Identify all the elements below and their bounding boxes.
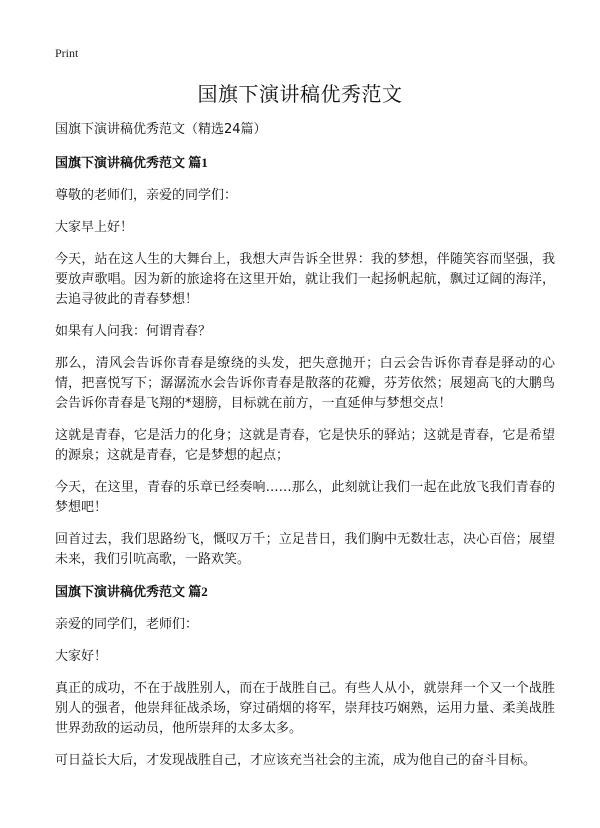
document-title: 国旗下演讲稿优秀范文	[197, 82, 403, 106]
paragraph: 大家好！	[55, 649, 108, 664]
paragraph: 真正的成功，不在于战胜别人，而在于战胜自己。有些人从小，就崇拜一个又一个战胜别人的强者，他崇拜征战杀场，穿过硝烟的将军，崇拜技巧娴熟，运用力量、柔美战胜世界劲敌的运动员，他所崇拜的太多太多。	[55, 681, 555, 736]
paragraph: 可日益长大后，才发现战胜自己，才应该充当社会的主流，成为他自己的奋斗目标。	[55, 753, 537, 768]
paragraph: 那么，清风会告诉你青春是缭绕的头发，把失意抛开；白云会告诉你青春是驿动的心情，把喜悦写下；潺潺流水会告诉你青春是散落的花瓣，芬芳依然；展翅高飞的大鹏鸟会告诉你青春是飞翔的*翅膀，目标就在前方，一直延伸与梦想交点！	[55, 356, 555, 411]
section-heading: 国旗下演讲稿优秀范文 篇1	[55, 155, 208, 170]
document-subtitle: 国旗下演讲稿优秀范文（精选24篇）	[55, 122, 267, 137]
paragraph: 回首过去，我们思路纷飞，慨叹万千；立足昔日，我们胸中无数壮志，决心百倍；展望未来，我们引吭高歌，一路欢笑。	[55, 532, 555, 567]
paragraph: 如果有人问我：何谓青春？	[55, 324, 212, 339]
paragraph: 大家早上好！	[55, 220, 134, 235]
paragraph: 尊敬的老师们，亲爱的同学们：	[55, 188, 238, 203]
print-label: Print	[55, 46, 79, 60]
paragraph: 今天，在这里，青春的乐章已经奏响……那么，此刻就让我们一起在此放飞我们青春的梦想吧！	[55, 480, 555, 515]
paragraph: 这就是青春，它是活力的化身；这就是青春，它是快乐的驿站；这就是青春，它是希望的源泉；这就是青春，它是梦想的起点；	[55, 428, 555, 463]
document-body	[55, 120, 555, 783]
section-heading: 国旗下演讲稿优秀范文 篇2	[55, 584, 208, 599]
paragraph: 亲爱的同学们，老师们：	[55, 617, 199, 632]
paragraph: 今天，站在这人生的大舞台上，我想大声告诉全世界：我的梦想，伴随笑容而坚强，我要放声歌唱。因为新的旅途将在这里开始，就让我们一起扬帆起航，飘过辽阔的海洋，去追寻彼此的青春梦想！	[55, 252, 555, 307]
